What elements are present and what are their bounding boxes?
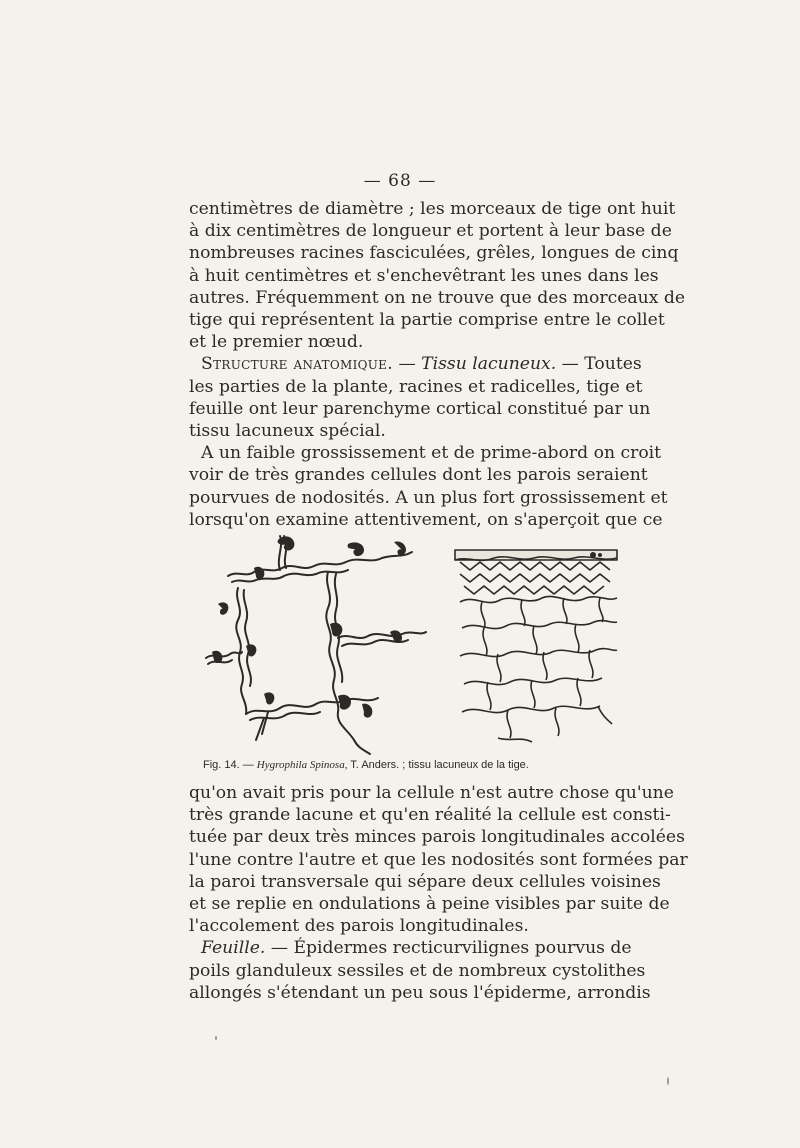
text-line: autres. Fréquemment on ne trouve que des morceaux de	[189, 287, 686, 308]
text-fragment: — Épidermes recticurvilignes pourvus de	[265, 938, 632, 959]
figure-caption	[203, 759, 623, 771]
text-line: poils glanduleux sessiles et de nombreux cystolithes	[189, 960, 646, 981]
epidermis-drawing-right	[455, 550, 617, 742]
text-line: qu'on avait pris pour la cellule n'est autre chose qu'une	[189, 783, 674, 803]
figure-14	[198, 528, 622, 756]
subsection-heading: Tissu lacuneux.	[421, 354, 557, 375]
text-line: très grande lacune et qu'en réalité la cellule est consti-	[189, 805, 671, 826]
text-line: allongés s'étendant un peu sous l'épiderme, arrondis	[189, 982, 651, 1003]
section-heading: Feuille.	[201, 938, 266, 959]
text-line: feuille ont leur parenchyme cortical constitué par un	[189, 398, 651, 419]
heading-dash: —	[393, 354, 422, 375]
caption-species: Hygrophila Spinosa,	[256, 759, 348, 771]
text-line: nombreuses racines fasciculées, grêles, longues de cinq	[189, 243, 679, 264]
text-line: tige qui représentent la partie comprise entre le collet	[189, 310, 665, 331]
caption-suffix: T. Anders. ; tissu lacuneux de la tige.	[347, 759, 529, 771]
text-line: l'accolement des parois longitudinales.	[189, 916, 529, 937]
caption-prefix: Fig. 14. —	[203, 759, 257, 771]
paper-speck	[667, 1077, 669, 1085]
text-line: tuée par deux très minces parois longitudinales accolées	[189, 827, 685, 848]
lacuna-drawing-left	[206, 536, 426, 754]
figure-illustration	[198, 528, 622, 756]
text-line: voir de très grandes cellules dont les parois seraient	[189, 465, 648, 486]
text-line: lorsqu'on examine attentivement, on s'aperçoit que ce	[189, 509, 663, 530]
text-line: l'une contre l'autre et que les nodosités sont formées par	[189, 849, 688, 870]
text-line: à huit centimètres et s'enchevêtrant les unes dans les	[189, 265, 659, 286]
paper-speck	[215, 1036, 217, 1040]
text-block-lower	[189, 782, 688, 1004]
text-line: A un faible grossissement et de prime-abord on croit	[201, 443, 662, 464]
text-line: et le premier nœud.	[189, 332, 364, 353]
page-number: — 68 —	[363, 171, 437, 191]
section-heading-line	[189, 353, 642, 375]
text-line: à dix centimètres de longueur et portent à leur base de	[189, 221, 672, 242]
text-line: et se replie en ondulations à peine visibles par suite de	[189, 894, 670, 915]
text-line: tissu lacuneux spécial.	[189, 421, 386, 442]
section-heading: Structure anatomique.	[201, 354, 394, 375]
text-line: les parties de la plante, racines et radicelles, tige et	[189, 376, 643, 397]
section-heading-line	[189, 937, 632, 959]
text-block-upper	[189, 198, 686, 531]
text-line: pourvues de nodosités. A un plus fort grossissement et	[189, 487, 668, 508]
text-line: la paroi transversale qui sépare deux cellules voisines	[189, 871, 661, 892]
text-line: centimètres de diamètre ; les morceaux de tige ont huit	[189, 199, 676, 219]
text-fragment: — Toutes	[556, 354, 642, 375]
